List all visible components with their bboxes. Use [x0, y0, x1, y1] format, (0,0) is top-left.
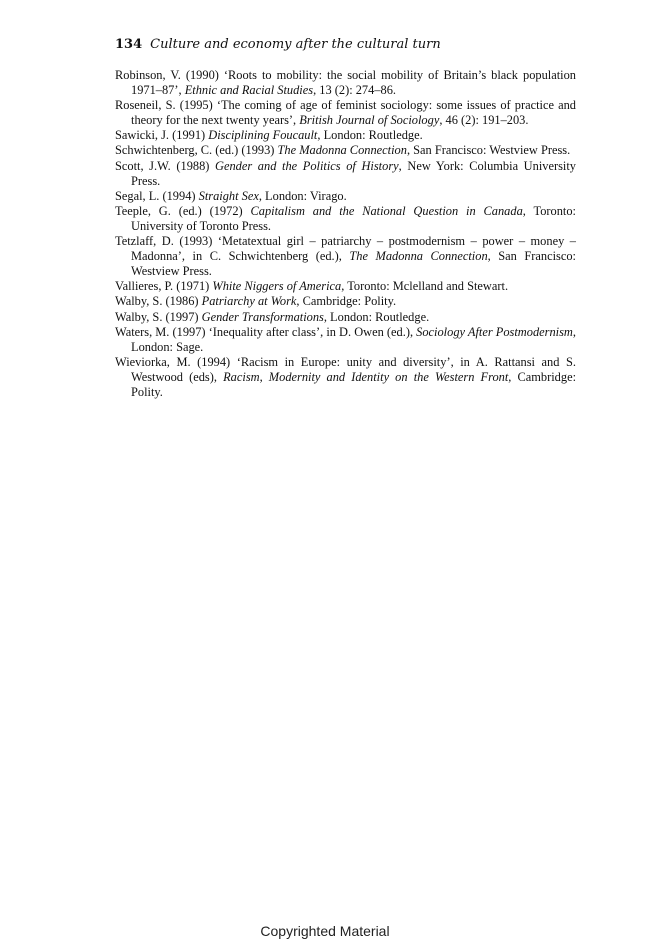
reference-title: Ethnic and Racial Studies [184, 83, 314, 98]
reference-details: , Cambridge: Polity. [131, 369, 577, 399]
reference-details: , Toronto: University of Toronto Press. [131, 203, 576, 233]
reference-text: Robinson, V. (1990) ‘Roots to mobility: the social mobility of Britain’s black population 1971–87’, [115, 68, 576, 98]
reference-title: Disciplining Foucault [208, 128, 318, 143]
reference-text: Walby, S. (1986) [115, 294, 202, 309]
reference-entry [115, 355, 576, 400]
reference-entry [115, 310, 576, 325]
reference-title: Straight Sex [198, 188, 259, 203]
reference-text: Waters, M. (1997) ‘Inequality after class’, in D. Owen (ed.), [115, 324, 417, 339]
reference-entry [115, 204, 576, 234]
reference-details: , London: Virago. [258, 188, 347, 203]
reference-entry [115, 294, 576, 309]
reference-text: Walby, S. (1997) [115, 309, 202, 324]
running-title: Culture and economy after the cultural turn [150, 37, 441, 52]
reference-text: Vallieres, P. (1971) [115, 279, 213, 294]
reference-entry [115, 128, 576, 143]
reference-details: , 46 (2): 191–203. [439, 113, 529, 128]
reference-details: , New York: Columbia University Press. [131, 158, 576, 188]
reference-entry [115, 189, 576, 204]
reference-list [115, 68, 576, 400]
reference-details: , London: Sage. [131, 324, 576, 354]
reference-details: , 13 (2): 274–86. [313, 83, 397, 98]
reference-title: The Madonna Connection [277, 143, 407, 158]
reference-entry [115, 98, 576, 128]
reference-text: Wieviorka, M. (1994) ‘Racism in Europe: unity and diversity’, in A. Rattansi and S. Westwood (eds), [115, 354, 576, 384]
reference-title: Sociology After Postmodernism [416, 324, 573, 339]
reference-text: Roseneil, S. (1995) ‘The coming of age of feminist sociology: some issues of practice and theory for the next twenty years’, [115, 98, 576, 128]
reference-title: Patriarchy at Work [201, 294, 297, 309]
reference-text: Segal, L. (1994) [115, 188, 199, 203]
reference-text: Scott, J.W. (1988) [115, 158, 216, 173]
reference-entry [115, 159, 576, 189]
reference-title: Racism, Modernity and Identity on the Western Front [223, 369, 509, 384]
reference-title: Gender Transformations [201, 309, 324, 324]
reference-title: Gender and the Politics of History [215, 158, 399, 173]
reference-text: Teeple, G. (ed.) (1972) [115, 203, 251, 218]
reference-details: , San Francisco: Westview Press. [131, 249, 576, 279]
reference-title: British Journal of Sociology [299, 113, 440, 128]
reference-details: , Toronto: Mclelland and Stewart. [341, 279, 509, 294]
reference-title: The Madonna Connection [349, 249, 488, 264]
reference-entry [115, 143, 576, 158]
reference-details: , London: Routledge. [317, 128, 423, 143]
reference-entry [115, 234, 576, 279]
reference-details: , Cambridge: Polity. [296, 294, 397, 309]
reference-title: White Niggers of America [212, 279, 342, 294]
reference-text: Tetzlaff, D. (1993) ‘Metatextual girl – patriarchy – postmodernism – power – money – Madonna’, in C. Schwichtenberg (ed.), [115, 234, 576, 264]
reference-entry [115, 68, 576, 98]
reference-details: , London: Routledge. [323, 309, 430, 324]
reference-text: Schwichtenberg, C. (ed.) (1993) [115, 143, 278, 158]
reference-entry [115, 325, 576, 355]
reference-details: , San Francisco: Westview Press. [406, 143, 571, 158]
reference-text: Sawicki, J. (1991) [115, 128, 209, 143]
copyright-watermark: Copyrighted Material [260, 923, 390, 939]
reference-title: Capitalism and the National Question in Canada [250, 203, 523, 218]
running-header [115, 36, 441, 54]
reference-entry [115, 279, 576, 294]
page-number: 134 [115, 37, 143, 52]
